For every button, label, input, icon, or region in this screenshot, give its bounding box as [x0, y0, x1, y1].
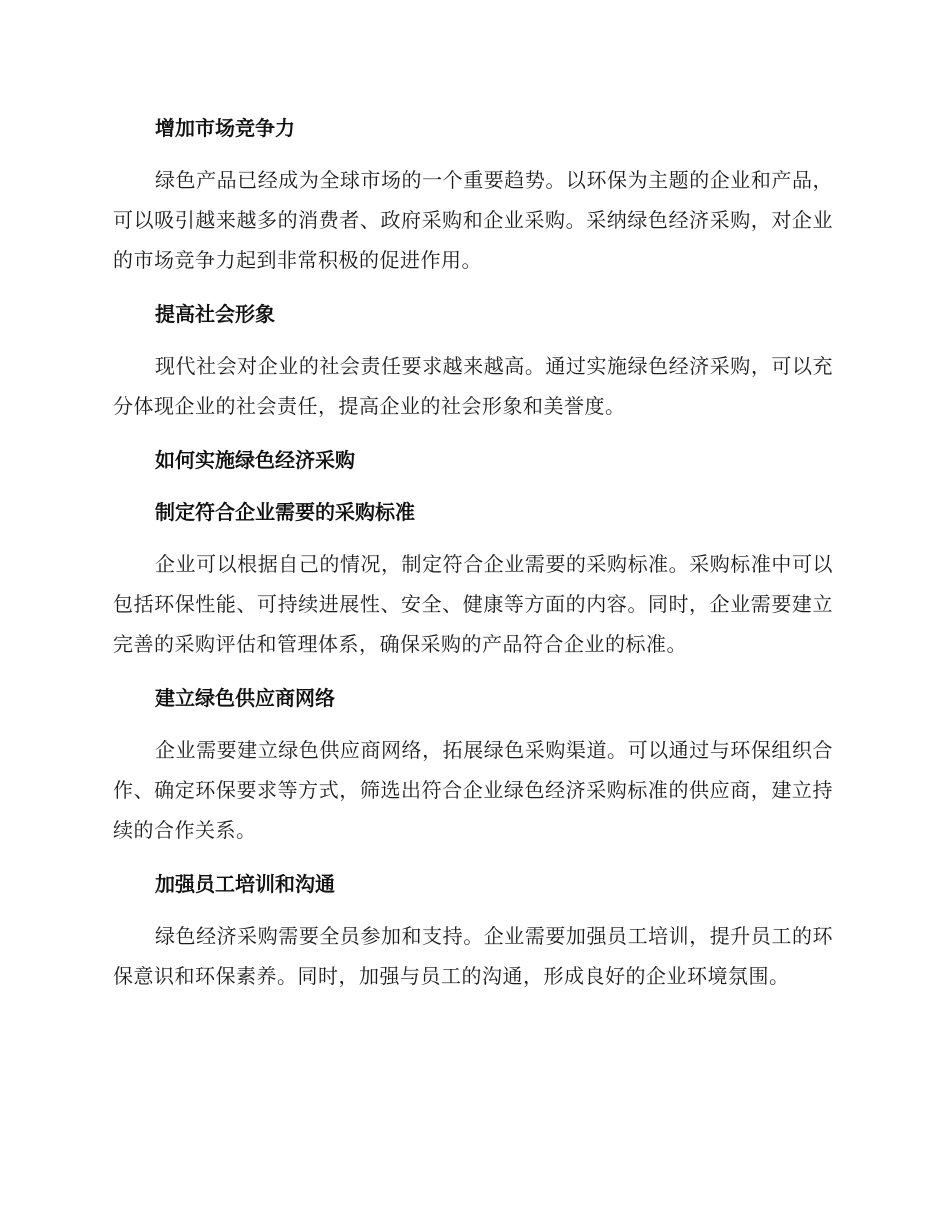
section-heading-supplier-network: 建立绿色供应商网络: [155, 686, 335, 710]
document-page: [113, 108, 833, 1010]
section-paragraph-social-image: 现代社会对企业的社会责任要求越来越高。通过实施绿色经济采购，可以充分体现企业的社会责任，提高企业的社会形象和美誉度。: [113, 354, 833, 418]
section-heading-market-competitiveness: 增加市场竞争力: [155, 116, 295, 140]
section-heading-how-to-implement: 如何实施绿色经济采购: [155, 448, 355, 472]
section-paragraph-staff-training: 绿色经济采购需要全员参加和支持。企业需要加强员工培训，提升员工的环保意识和环保素养。同时，加强与员工的沟通，形成良好的企业环境氛围。: [113, 924, 833, 988]
section-heading-staff-training: 加强员工培训和沟通: [155, 872, 335, 896]
section-heading-social-image: 提高社会形象: [155, 302, 275, 326]
section-paragraph-procurement-standards: 企业可以根据自己的情况，制定符合企业需要的采购标准。采购标准中可以包括环保性能、可持续进展性、安全、健康等方面的内容。同时，企业需要建立完善的采购评估和管理体系，确保采购的产品符合企业的标准。: [113, 552, 833, 656]
section-paragraph-supplier-network: 企业需要建立绿色供应商网络，拓展绿色采购渠道。可以通过与环保组织合作、确定环保要求等方式，筛选出符合企业绿色经济采购标准的供应商，建立持续的合作关系。: [113, 738, 833, 842]
section-heading-procurement-standards: 制定符合企业需要的采购标准: [155, 500, 415, 524]
section-paragraph-market-competitiveness: 绿色产品已经成为全球市场的一个重要趋势。以环保为主题的企业和产品，可以吸引越来越多的消费者、政府采购和企业采购。采纳绿色经济采购，对企业的市场竞争力起到非常积极的促进作用。: [113, 168, 833, 272]
